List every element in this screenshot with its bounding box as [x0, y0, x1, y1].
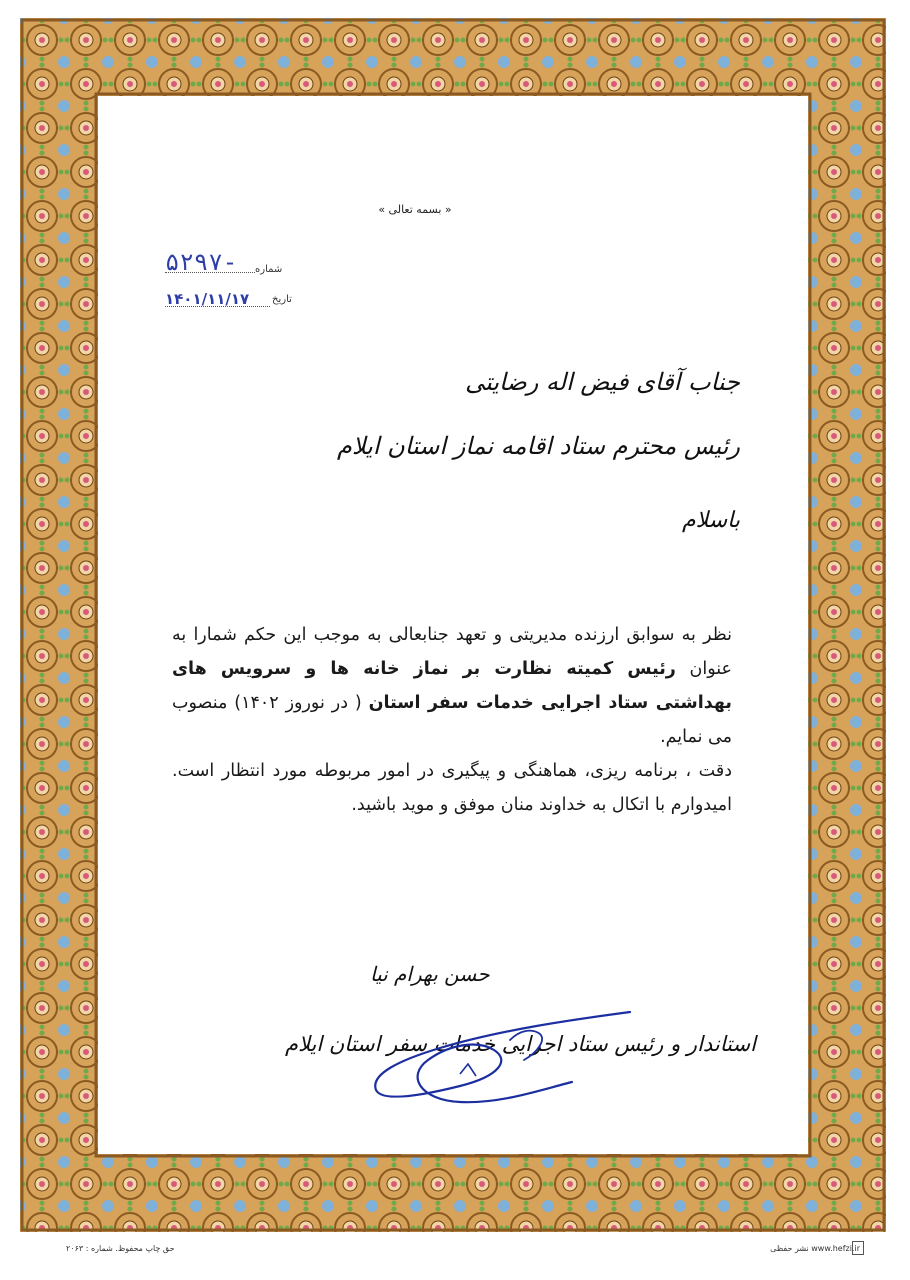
signer-name: حسن بهرام نیا [370, 962, 490, 986]
recipient-title: رئیس محترم ستاد اقامه نماز استان ایلام [336, 432, 740, 460]
number-label: شماره [255, 264, 283, 275]
signer-title: استاندار و رئیس ستاد اجرایی خدمات سفر استان ایلام [285, 1032, 756, 1056]
greeting: باسلام [681, 508, 740, 533]
letter-date: ۱۴۰۱/۱۱/۱۷ [165, 290, 250, 308]
letter-number: ۵۲۹۷- [165, 248, 238, 276]
number-dotted-line [165, 272, 255, 273]
body-after-role: ( در نوروز ۱۴۰۲) منصوب می نمایم. [172, 693, 732, 747]
letter-body [172, 618, 732, 822]
footer-copyright: حق چاپ محفوظ. شماره : ۲۰۶۳ [66, 1244, 175, 1253]
body-intro: نظر به سوابق ارزنده مدیریتی و تعهد جنابعالی به موجب این حکم شمارا به عنوان [172, 625, 732, 679]
footer-publisher: www.hefzi.ir نشر حفظی [770, 1244, 860, 1253]
publisher-logo-icon [852, 1241, 864, 1255]
recipient-name: جناب آقای فیض اله رضایتی [465, 368, 740, 396]
body-role: رئیس کمیته نظارت بر نماز خانه ها و سرویس های بهداشتی ستاد اجرایی خدمات سفر استان [172, 659, 732, 713]
invocation-heading: « بسمه تعالی » [378, 203, 452, 216]
handwritten-signature [310, 990, 640, 1110]
body-closing: دقت ، برنامه ریزی، هماهنگی و پیگیری در امور مربوطه مورد انتظار است. امیدوارم با اتکال به خداوند منان موفق و موید باشید. [172, 761, 732, 815]
date-dotted-line [165, 306, 270, 307]
date-label: تاریخ [272, 294, 292, 305]
